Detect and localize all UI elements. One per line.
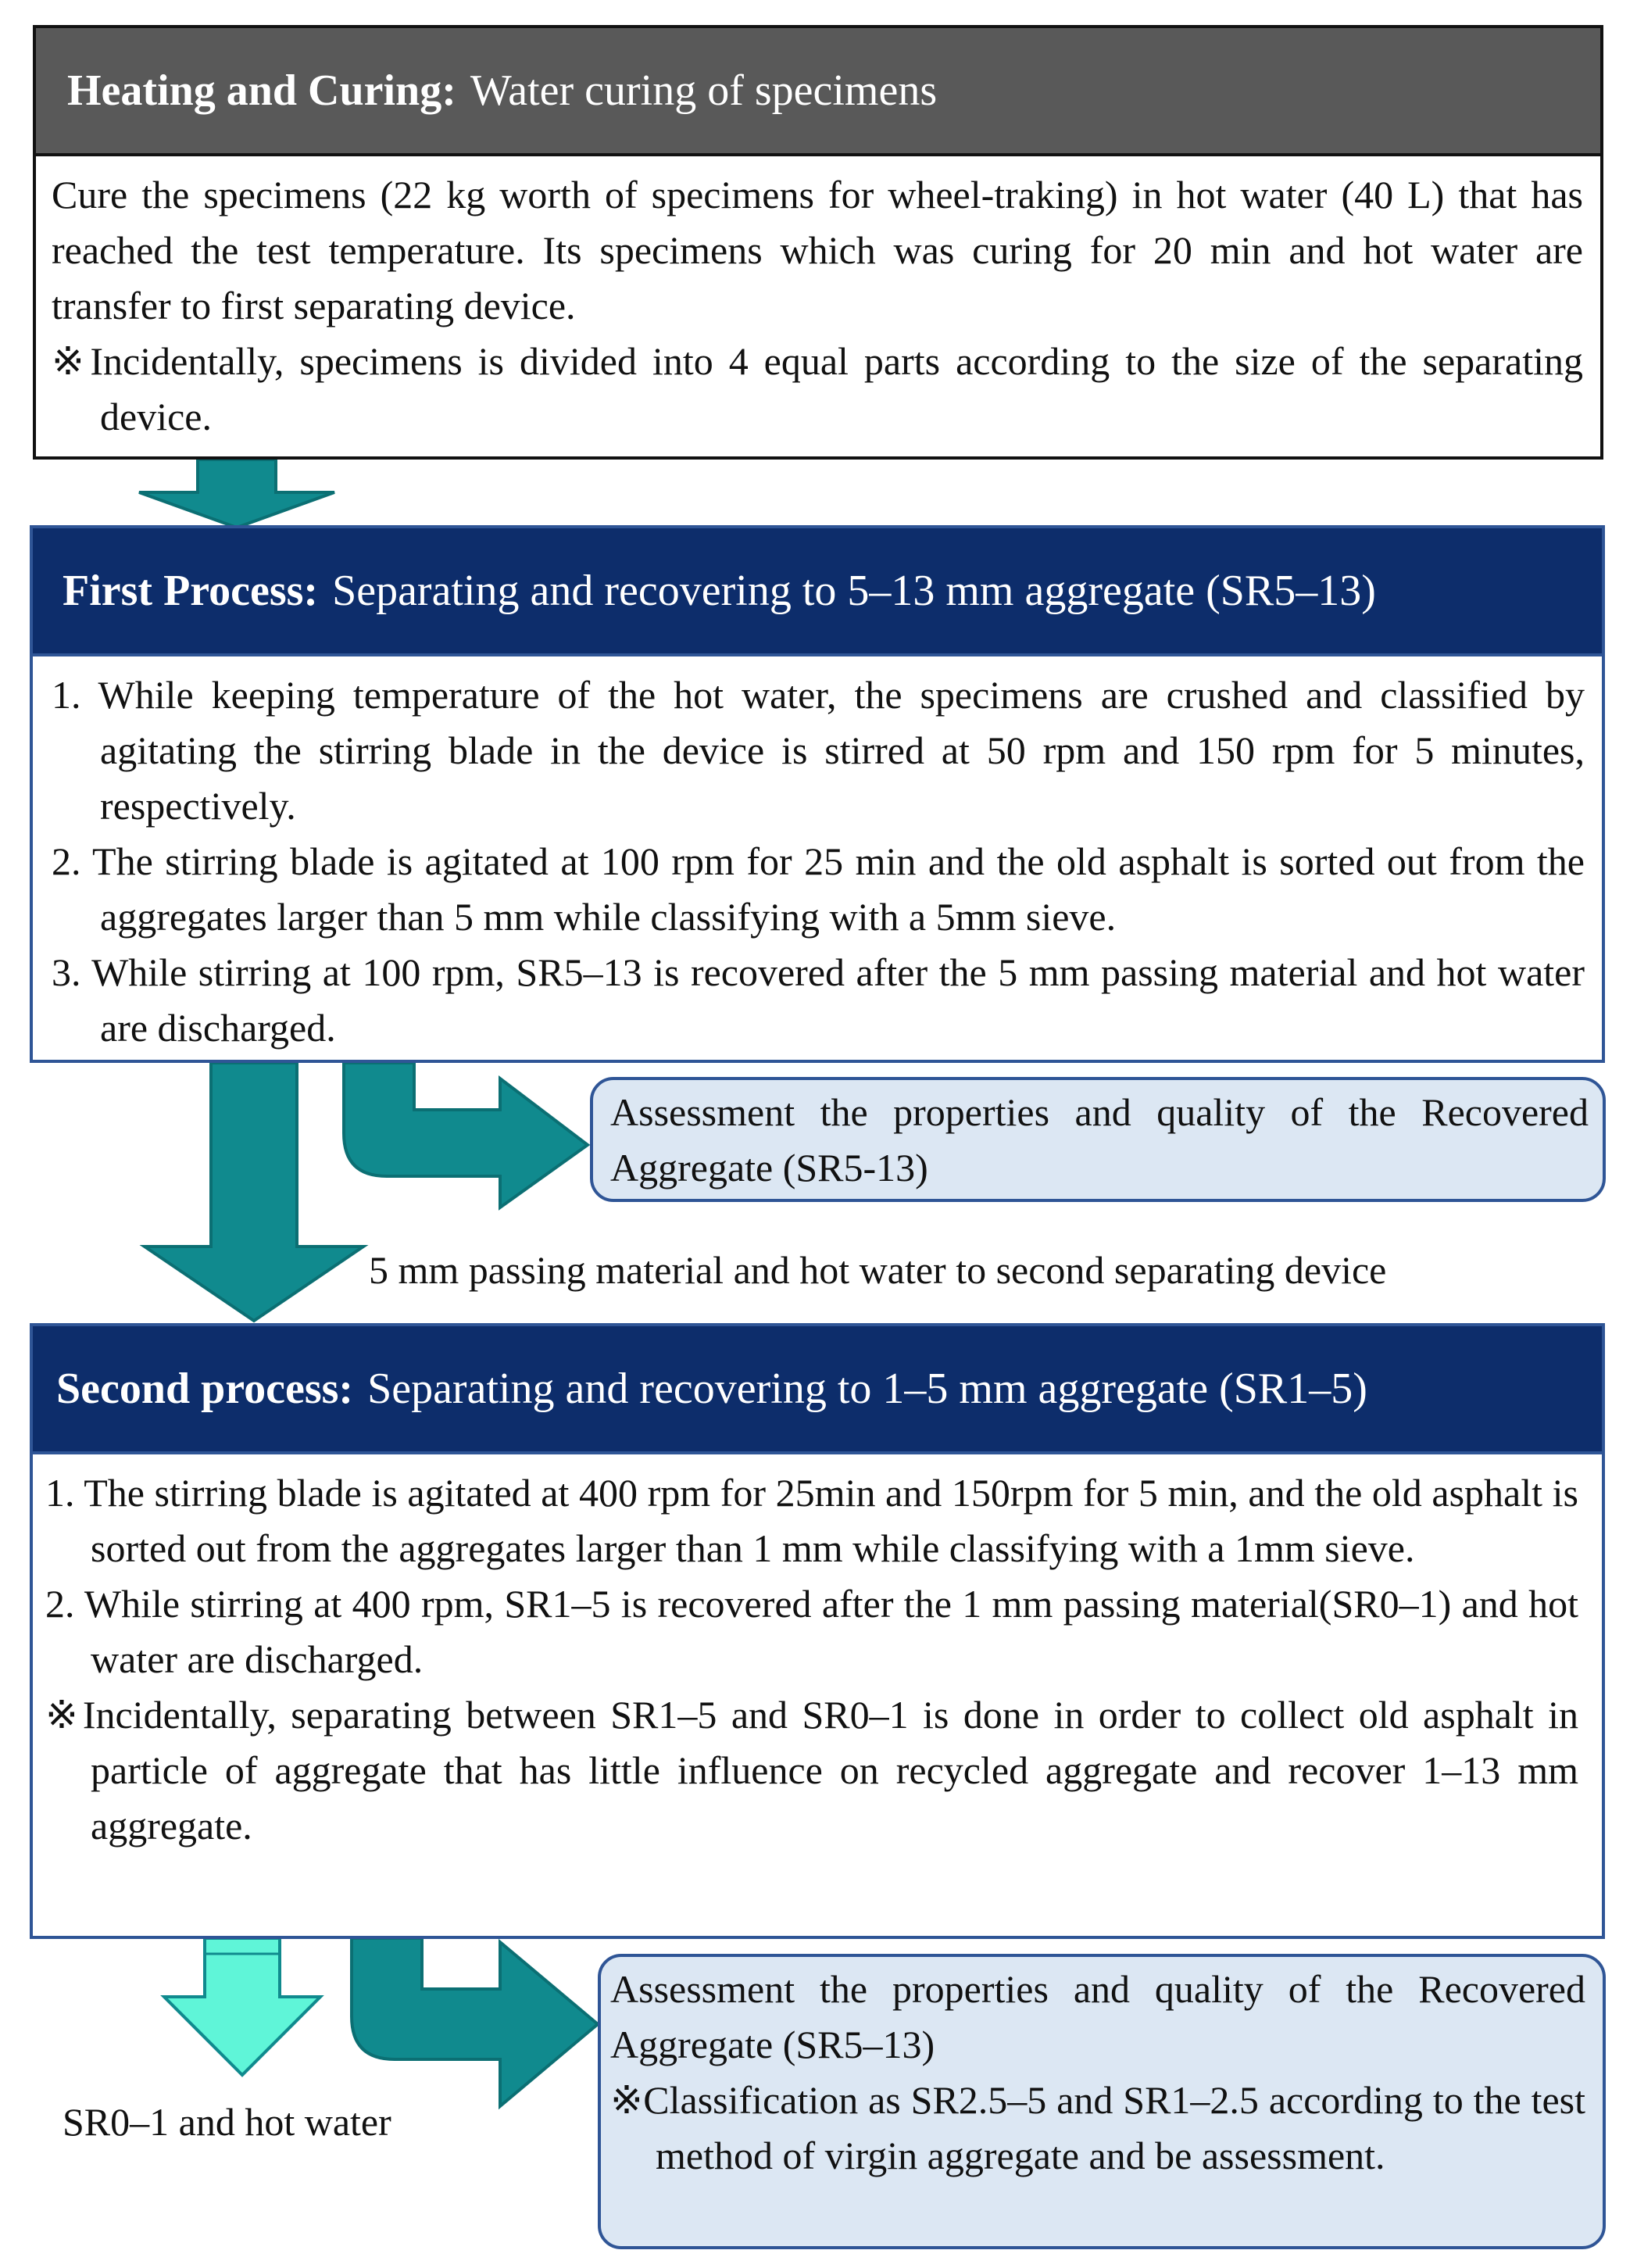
second-assessment-text: Assessment the properties and quality of the Recovered Aggregate (SR5–13): [610, 1967, 1585, 2066]
first-process-title: Separating and recovering to 5–13 mm aggregate (SR5–13): [332, 567, 1376, 615]
curing-paragraph: Cure the specimens (22 kg worth of specimens for wheel-traking) in hot water (40 L) that has reached the test temperature. Its specimens which was curing for 20 min and hot water are transfer to first separating device.: [52, 173, 1583, 327]
sr0-1-label: SR0–1 and hot water: [63, 2100, 391, 2144]
down-arrow-2: [145, 1063, 363, 1321]
second-process-header: [30, 1323, 1605, 1454]
first-assessment-box: Assessment the properties and quality of the Recovered Aggregate (SR5-13): [590, 1077, 1606, 1202]
first-process-textbox: [30, 656, 1605, 1063]
down-arrow-3: [164, 1938, 320, 2075]
first-step-2: 2. The stirring blade is agitated at 100 rpm for 25 min and the old asphalt is sorted out from the aggregates larger than 5 mm while classifying with a 5mm sieve.: [52, 839, 1585, 939]
curing-title-bold: Heating and Curing:: [67, 66, 456, 115]
first-step-1: 1. While keeping temperature of the hot water, the specimens are crushed and classified by agitating the stirring blade in the device is stirred at 50 rpm and 150 rpm for 5 minutes, respectively.: [52, 673, 1585, 828]
second-assessment-note: ※Classification as SR2.5–5 and SR1–2.5 according to the test method of virgin aggregate and be assessment.: [610, 2078, 1585, 2177]
curing-textbox: [33, 156, 1603, 460]
side-arrow-2: [352, 1938, 598, 2106]
curing-note: ※Incidentally, specimens is divided into 4 equal parts according to the size of the separating device.: [52, 339, 1583, 438]
passing-label: 5 mm passing material and hot water to second separating device: [369, 1248, 1387, 1292]
second-note: ※Incidentally, separating between SR1–5 and SR0–1 is done in order to collect old asphalt in particle of aggregate that has little influence on recycled aggregate and recover 1–13 mm aggregate.: [45, 1693, 1578, 1848]
curing-header: [33, 25, 1603, 156]
second-process-title-bold: Second process:: [56, 1365, 354, 1413]
curing-title: Water curing of specimens: [470, 66, 938, 115]
second-process-textbox: [30, 1454, 1605, 1939]
first-process-header: [30, 525, 1605, 656]
side-arrow-1: [344, 1063, 588, 1207]
first-process-title-bold: First Process:: [63, 567, 319, 615]
second-assessment-box: [598, 1954, 1606, 2249]
second-step-2: 2. While stirring at 400 rpm, SR1–5 is recovered after the 1 mm passing material(SR0–1) and hot water are discharged.: [45, 1582, 1578, 1681]
second-process-title: Separating and recovering to 1–5 mm aggregate (SR1–5): [367, 1365, 1367, 1413]
first-step-3: 3. While stirring at 100 rpm, SR5–13 is recovered after the 5 mm passing material and hot water are discharged.: [52, 950, 1585, 1050]
second-step-1: 1. The stirring blade is agitated at 400 rpm for 25min and 150rpm for 5 min, and the old asphalt is sorted out from the aggregates larger than 1 mm while classifying with a 1mm sieve.: [45, 1471, 1578, 1570]
down-arrow-1: [139, 460, 334, 528]
